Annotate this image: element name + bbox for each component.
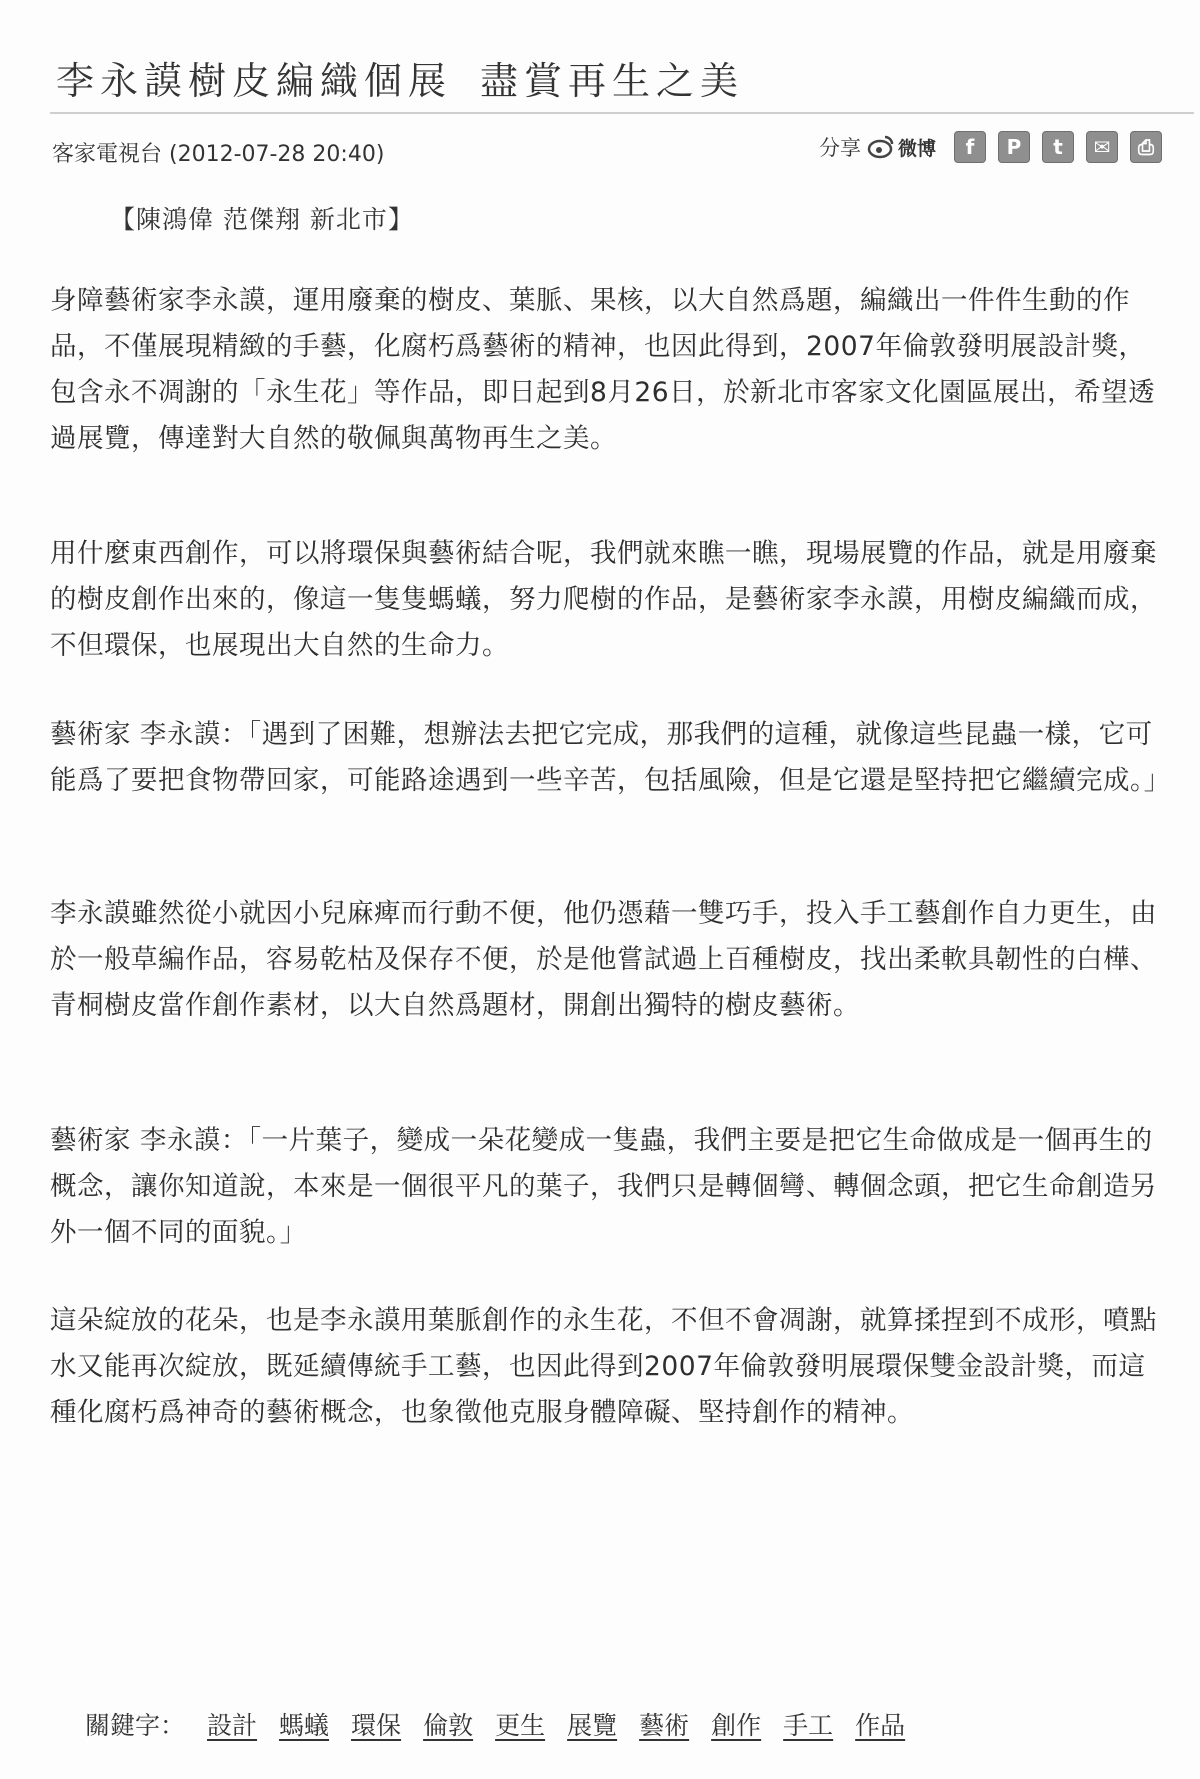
print-button[interactable] [1130,131,1162,163]
facebook-icon: f [965,135,975,159]
keyword-link[interactable]: 展覽 [567,1711,618,1740]
twitter-icon: t [1053,135,1063,159]
article-source: 客家電視台 (2012-07-28 20:40) [52,142,385,167]
article-title [56,50,744,105]
keyword-link[interactable]: 更生 [495,1711,546,1740]
keyword-link[interactable]: 螞蟻 [279,1711,330,1740]
article-title-sub: 盡賞再生之美 [480,59,745,103]
share-bar [819,131,1162,163]
article-paragraph-6: 這朵綻放的花朵，也是李永謨用葉脈創作的永生花，不但不會凋謝，就算揉捏到不成形，噴點水又能再次綻放，既延續傳統手工藝，也因此得到2007年倫敦發明展環保雙金設計獎，而這種化腐朽爲神奇的藝術概念，也象徵他克服身體障礙、堅持創作的精神。 [50,1305,1157,1428]
article-title-main: 李永謨樹皮編織個展 [56,59,453,103]
email-icon: ✉ [1093,135,1111,159]
title-divider [50,112,1194,114]
keywords-label: 關鍵字： [85,1711,186,1740]
weibo-share-button[interactable] [867,133,942,161]
reporter-byline: 【陳鴻偉 范傑翔 新北市】 [110,205,414,234]
plurk-share-button[interactable] [998,131,1030,163]
keyword-link[interactable]: 創作 [711,1711,762,1740]
weibo-label: 微博 [897,137,936,160]
keyword-link[interactable]: 手工 [783,1711,834,1740]
article-paragraph-2: 用什麼東西創作，可以將環保與藝術結合呢，我們就來瞧一瞧，現場展覽的作品，就是用廢棄的樹皮創作出來的，像這一隻隻螞蟻，努力爬樹的作品，是藝術家李永謨，用樹皮編織而成，不但環保，也展現出大自然的生命力。 [50,538,1157,661]
twitter-share-button[interactable] [1042,131,1074,163]
article-paragraph-3: 藝術家 李永謨：「遇到了困難，想辦法去把它完成，那我們的這種，就像這些昆蟲一樣，它可能爲了要把食物帶回家，可能路途遇到一些辛苦，包括風險，但是它還是堅持把它繼續完成。」 [50,719,1171,796]
keywords-bar [85,1706,905,1742]
email-share-button[interactable] [1086,131,1118,163]
keyword-link[interactable]: 藝術 [639,1711,690,1740]
keyword-link[interactable]: 設計 [207,1711,258,1740]
facebook-share-button[interactable] [954,131,986,163]
share-label: 分享 [818,136,861,160]
weibo-icon [867,133,895,161]
article-paragraph-4: 李永謨雖然從小就因小兒麻痺而行動不便，他仍憑藉一雙巧手，投入手工藝創作自力更生，由於一般草編作品，容易乾枯及保存不便，於是他嘗試過上百種樹皮，找出柔軟具韌性的白樺、青桐樹皮當作創作素材，以大自然爲題材，開創出獨特的樹皮藝術。 [50,898,1157,1021]
print-icon: ⎙ [1138,135,1154,159]
plurk-icon: P [1006,135,1022,159]
keyword-link[interactable]: 作品 [855,1711,906,1740]
article-paragraph-5: 藝術家 李永謨：「一片葉子，變成一朵花變成一隻蟲，我們主要是把它生命做成是一個再生的概念，讓你知道說，本來是一個很平凡的葉子，我們只是轉個彎、轉個念頭，把它生命創造另外一個不同的面貌。」 [50,1125,1157,1248]
keyword-link[interactable]: 倫敦 [423,1711,474,1740]
keyword-link[interactable]: 環保 [351,1711,402,1740]
article-paragraph-1: 身障藝術家李永謨，運用廢棄的樹皮、葉脈、果核，以大自然爲題，編織出一件件生動的作品，不僅展現精緻的手藝，化腐朽爲藝術的精神，也因此得到，2007年倫敦發明展設計獎，包含永不凋謝的「永生花」等作品，即日起到8月26日，於新北市客家文化園區展出，希望透過展覽，傳達對大自然的敬佩與萬物再生之美。 [50,285,1156,454]
